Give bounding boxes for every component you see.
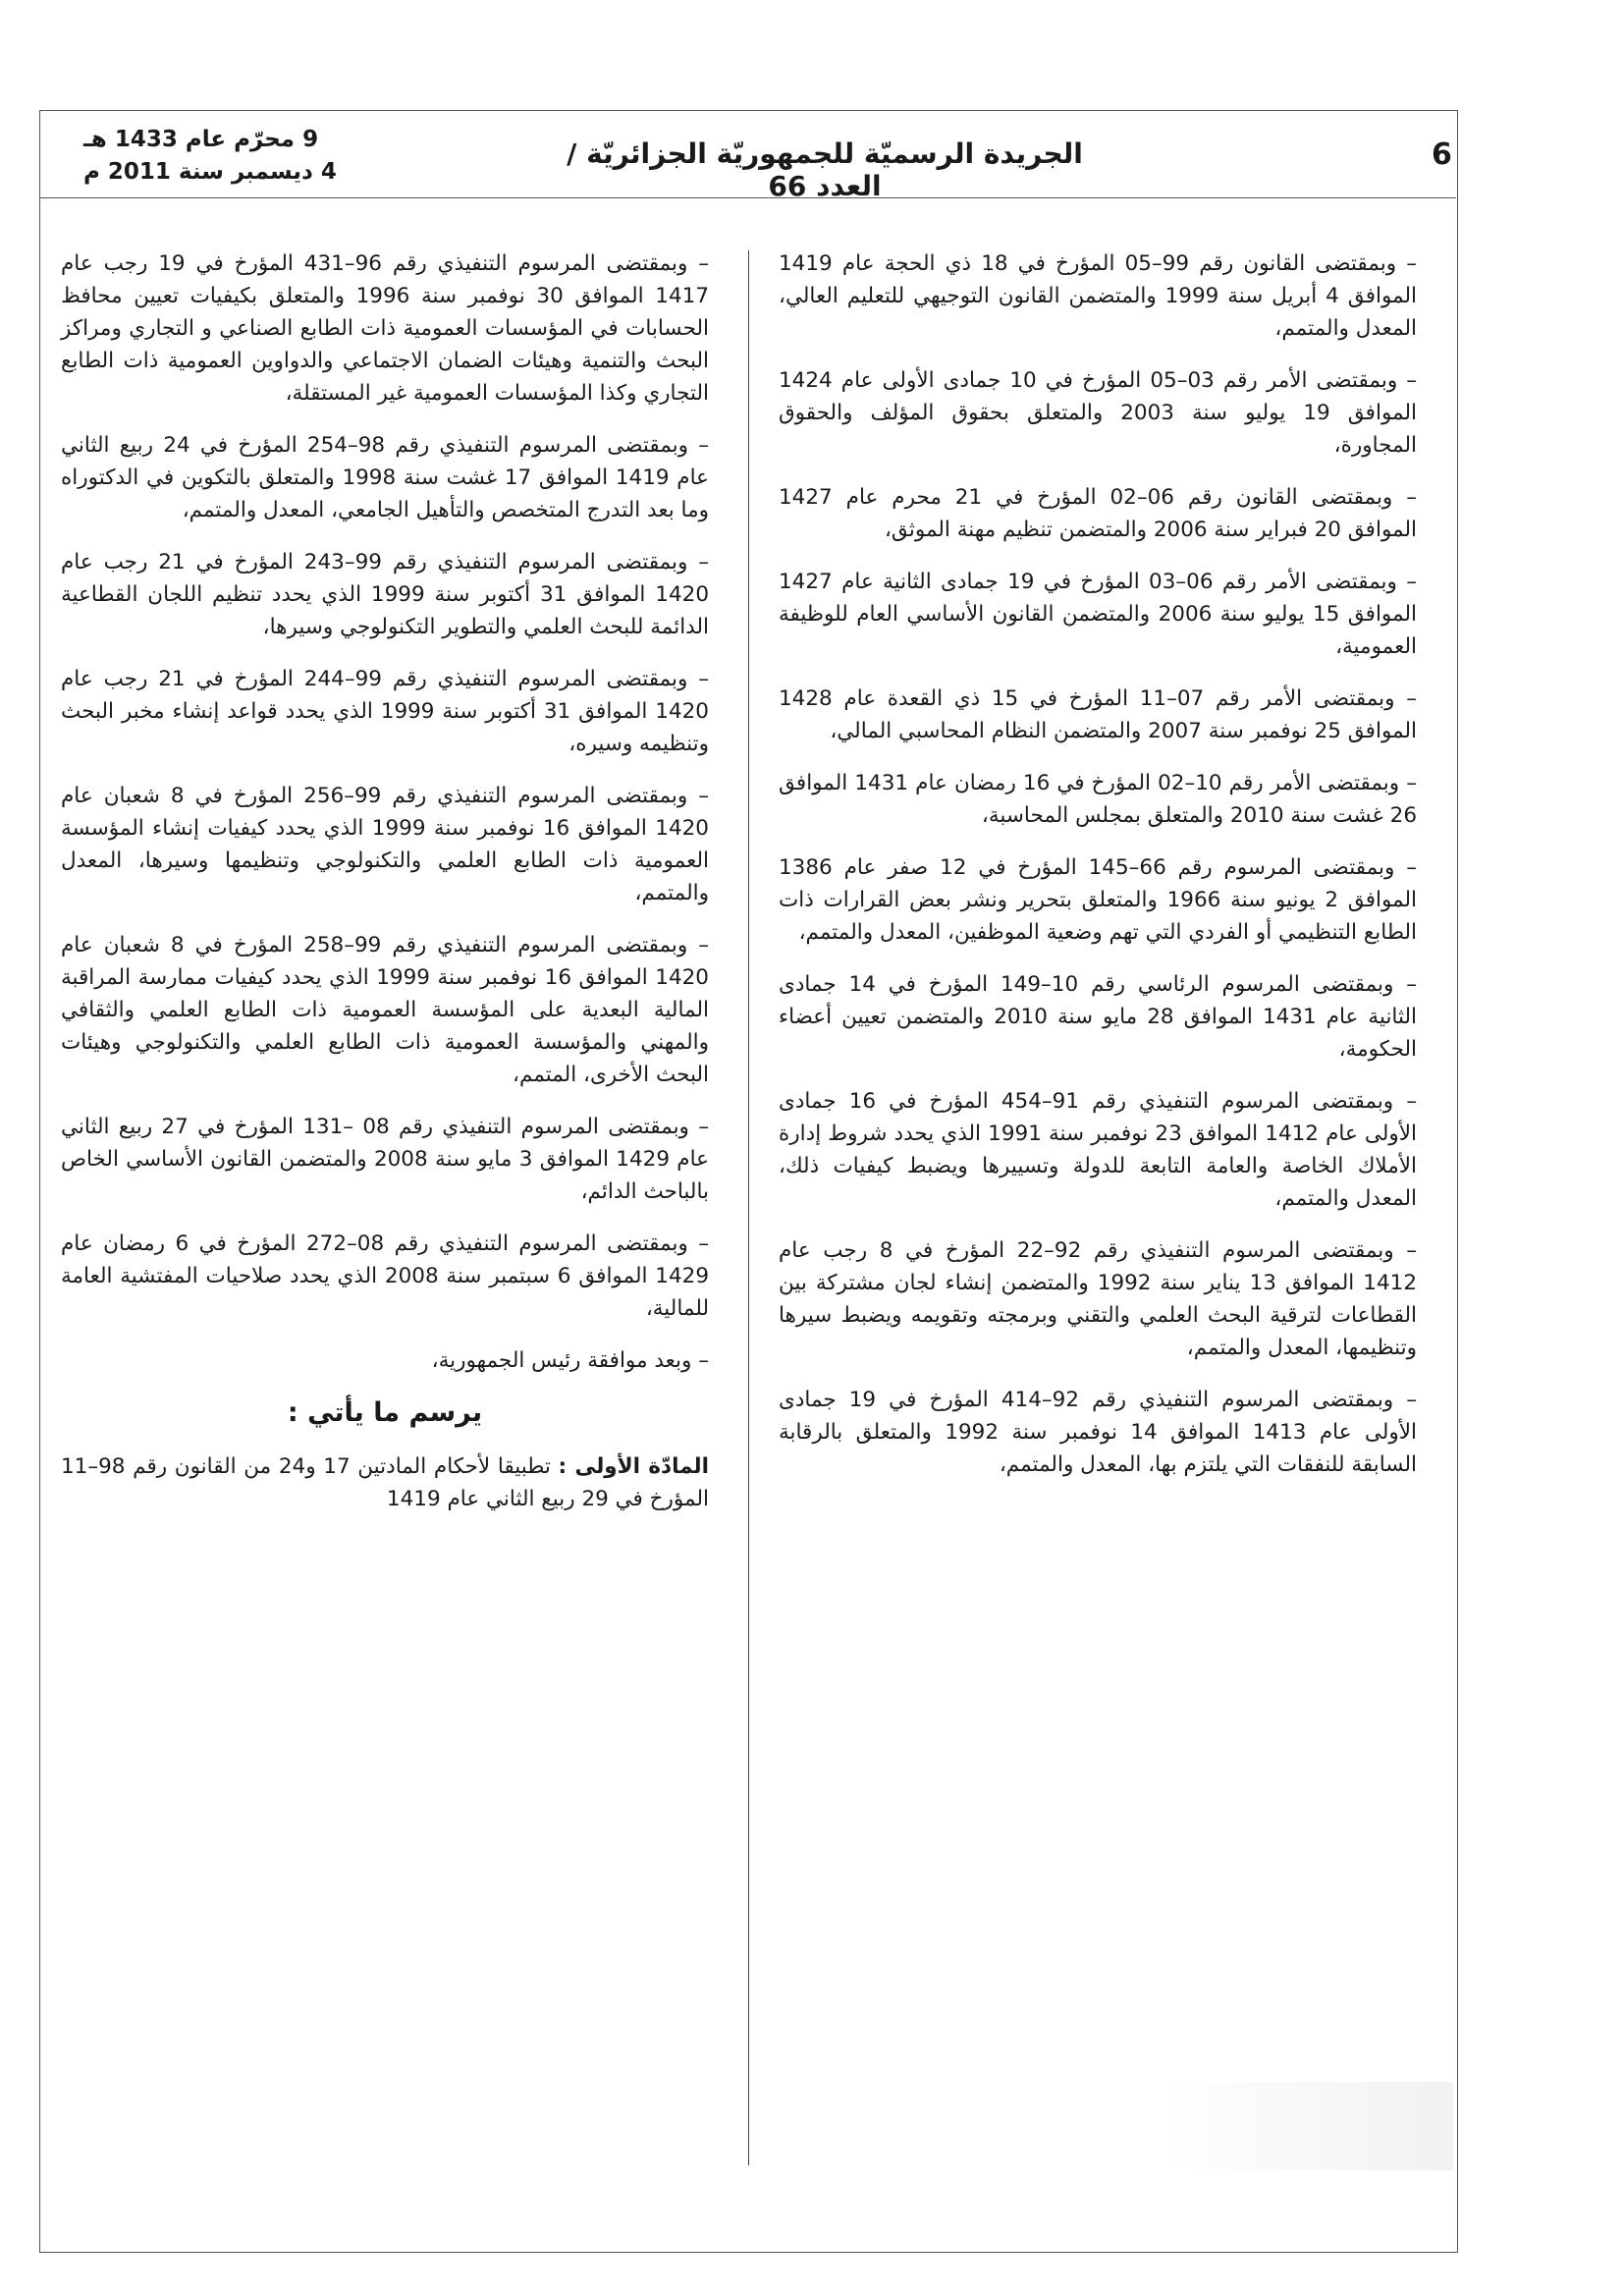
preamble-paragraph: – وبمقتضى المرسوم التنفيذي رقم 99–244 المؤرخ في 21 رجب عام 1420 الموافق 31 أكتوبر سنة 1999 الذي يحدد قواعد إنشاء مخبر البحث وتنظيمه وسيره، xyxy=(61,667,710,756)
preamble-paragraph: – وبمقتضى الأمر رقم 10–02 المؤرخ في 16 رمضان عام 1431 الموافق 26 غشت سنة 2010 والمتعلق بمجلس المحاسبة، xyxy=(779,771,1417,828)
preamble-paragraph: – وبمقتضى المرسوم التنفيذي رقم 99–258 المؤرخ في 8 شعبان عام 1420 الموافق 16 نوفمبر سنة 1999 الذي يحدد كيفيات ممارسة المراقبة المالية البعدية على المؤسسة العمومية ذات الطابع العلمي والثقافي والمهني والمؤسسة العمومية ذات الطابع العلمي والتكنولوجي وهيئات البحث الأخرى، المتمم، xyxy=(61,933,710,1087)
preamble-paragraph: – وبمقتضى المرسوم التنفيذي رقم 92–22 المؤرخ في 8 رجب عام 1412 الموافق 13 يناير سنة 1992 والمتضمن إنشاء لجان مشتركة بين القطاعات لترقية البحث العلمي والتقني وبرمجته وتقويمه ويضبط سيرها وتنظيمها، المعدل والمتمم، xyxy=(779,1238,1417,1360)
preamble-paragraph: – وبمقتضى المرسوم التنفيذي رقم 99–256 المؤرخ في 8 شعبان عام 1420 الموافق 16 نوفمبر سنة 1999 الذي يحدد كيفيات إنشاء المؤسسة العمومية ذات الطابع العلمي والتكنولوجي وتنظيمها وسيرها، المعدل والمتمم، xyxy=(61,784,710,905)
preamble-paragraph: – وبمقتضى المرسوم التنفيذي رقم 91–454 المؤرخ في 16 جمادى الأولى عام 1412 الموافق 23 نوفمبر سنة 1991 الذي يحدد شروط إدارة الأملاك الخاصة والعامة التابعة للدولة وتسييرها ويضبط كيفيات ذلك، المعدل والمتمم، xyxy=(779,1089,1418,1211)
preamble-paragraph: – وبمقتضى المرسوم التنفيذي رقم 08 –131 المؤرخ في 27 ربيع الثاني عام 1429 الموافق 3 مايو سنة 2008 والمتضمن القانون الأساسي الخاص بالباحث الدائم، xyxy=(61,1115,709,1204)
preamble-paragraph: – وبمقتضى الأمر رقم 07–11 المؤرخ في 15 ذي القعدة عام 1428 الموافق 25 نوفمبر سنة 2007 والمتضمن النظام المحاسبي المالي، xyxy=(779,686,1417,743)
article-label: المادّة الأولى : xyxy=(558,1454,709,1479)
article-text: تطبيقا لأحكام المادتين 17 و24 من القانون رقم 98–11 المؤرخ في 29 ربيع الثاني عام 1419 xyxy=(61,1454,709,1511)
preamble-paragraph: – وبمقتضى الأمر رقم 03–05 المؤرخ في 10 جمادى الأولى عام 1424 الموافق 19 يوليو سنة 2003 والمتعلق بحقوق المؤلف والحقوق المجاورة، xyxy=(779,368,1417,458)
page-number: 6 xyxy=(1432,137,1452,172)
right-column xyxy=(779,247,1417,1501)
preamble-paragraph: – وبمقتضى القانون رقم 06–02 المؤرخ في 21 محرم عام 1427 الموافق 20 فبراير سنة 2006 والمتضمن تنظيم مهنة الموثق، xyxy=(779,485,1417,542)
decree-heading: يرسم ما يأتي : xyxy=(287,1397,483,1428)
page-header xyxy=(39,110,1456,202)
preamble-paragraph: – وبمقتضى المرسوم التنفيذي رقم 99–243 المؤرخ في 21 رجب عام 1420 الموافق 31 أكتوبر سنة 1999 الذي يحدد تنظيم اللجان القطاعية الدائمة للبحث العلمي والتطوير التكنولوجي وسيرها، xyxy=(61,550,710,639)
preamble-paragraph: – وبمقتضى المرسوم التنفيذي رقم 96–431 المؤرخ في 19 رجب عام 1417 الموافق 30 نوفمبر سنة 1996 والمتعلق بكيفيات تعيين محافظ الحسابات في المؤسسات العمومية ذات الطابع الصناعي و التجاري ومراكز البحث والتنمية وهيئات الضمان الاجتماعي والدواوين العمومية ذات الطابع التجاري وكذا المؤسسات العمومية غير المستقلة، xyxy=(61,251,710,406)
issue-date xyxy=(83,124,337,189)
preamble-paragraph: – وبمقتضى المرسوم التنفيذي رقم 08–272 المؤرخ في 6 رمضان عام 1429 الموافق 6 سبتمبر سنة 2008 الذي يحدد صلاحيات المفتشية العامة للمالية، xyxy=(61,1231,709,1321)
scan-shadow xyxy=(1159,2082,1453,2170)
preamble-paragraph: – وبمقتضى الأمر رقم 06–03 المؤرخ في 19 جمادى الثانية عام 1427 الموافق 15 يوليو سنة 2006 والمتضمن القانون الأساسي العام للوظيفة العمومية، xyxy=(779,570,1417,659)
preamble-paragraph: – وبعد موافقة رئيس الجمهورية، xyxy=(431,1348,709,1373)
preamble-paragraph: – وبمقتضى المرسوم التنفيذي رقم 92–414 المؤرخ في 19 جمادى الأولى عام 1413 الموافق 14 نوفمبر سنة 1992 والمتعلق بالرقابة السابقة للنفقات التي يلتزم بها، المعدل والمتمم، xyxy=(779,1388,1418,1477)
preamble-paragraph: – وبمقتضى المرسوم رقم 66–145 المؤرخ في 12 صفر عام 1386 الموافق 2 يونيو سنة 1966 والمتعلق بتحرير ونشر بعض القرارات ذات الطابع التنظيمي أو الفردي التي تهم وضعية الموظفين، المعدل والمتمم، xyxy=(779,855,1418,945)
hijri-date: 9 محرّم عام 1433 هـ xyxy=(83,127,319,152)
column-divider xyxy=(748,250,749,2165)
preamble-paragraph: – وبمقتضى المرسوم الرئاسي رقم 10–149 المؤرخ في 14 جمادى الثانية عام 1431 الموافق 28 مايو سنة 2010 والمتضمن تعيين أعضاء الحكومة، xyxy=(779,972,1417,1062)
gazette-title: الجريدة الرسميّة للجمهوريّة الجزائريّة / العدد 66 xyxy=(567,137,1083,202)
article-one xyxy=(61,1450,709,1515)
left-column xyxy=(61,247,709,1535)
gregorian-date: 4 ديسمبر سنة 2011 م xyxy=(83,159,337,185)
preamble-paragraph: – وبمقتضى القانون رقم 99–05 المؤرخ في 18 ذي الحجة عام 1419 الموافق 4 أبريل سنة 1999 والمتضمن القانون التوجيهي للتعليم العالي، المعدل والمتمم، xyxy=(779,251,1418,341)
preamble-paragraph: – وبمقتضى المرسوم التنفيذي رقم 98–254 المؤرخ في 24 ربيع الثاني عام 1419 الموافق 17 غشت سنة 1998 والمتعلق بالتكوين في الدكتوراه وما بعد التدرج المتخصص والتأهيل الجامعي، المعدل والمتمم، xyxy=(61,433,710,522)
